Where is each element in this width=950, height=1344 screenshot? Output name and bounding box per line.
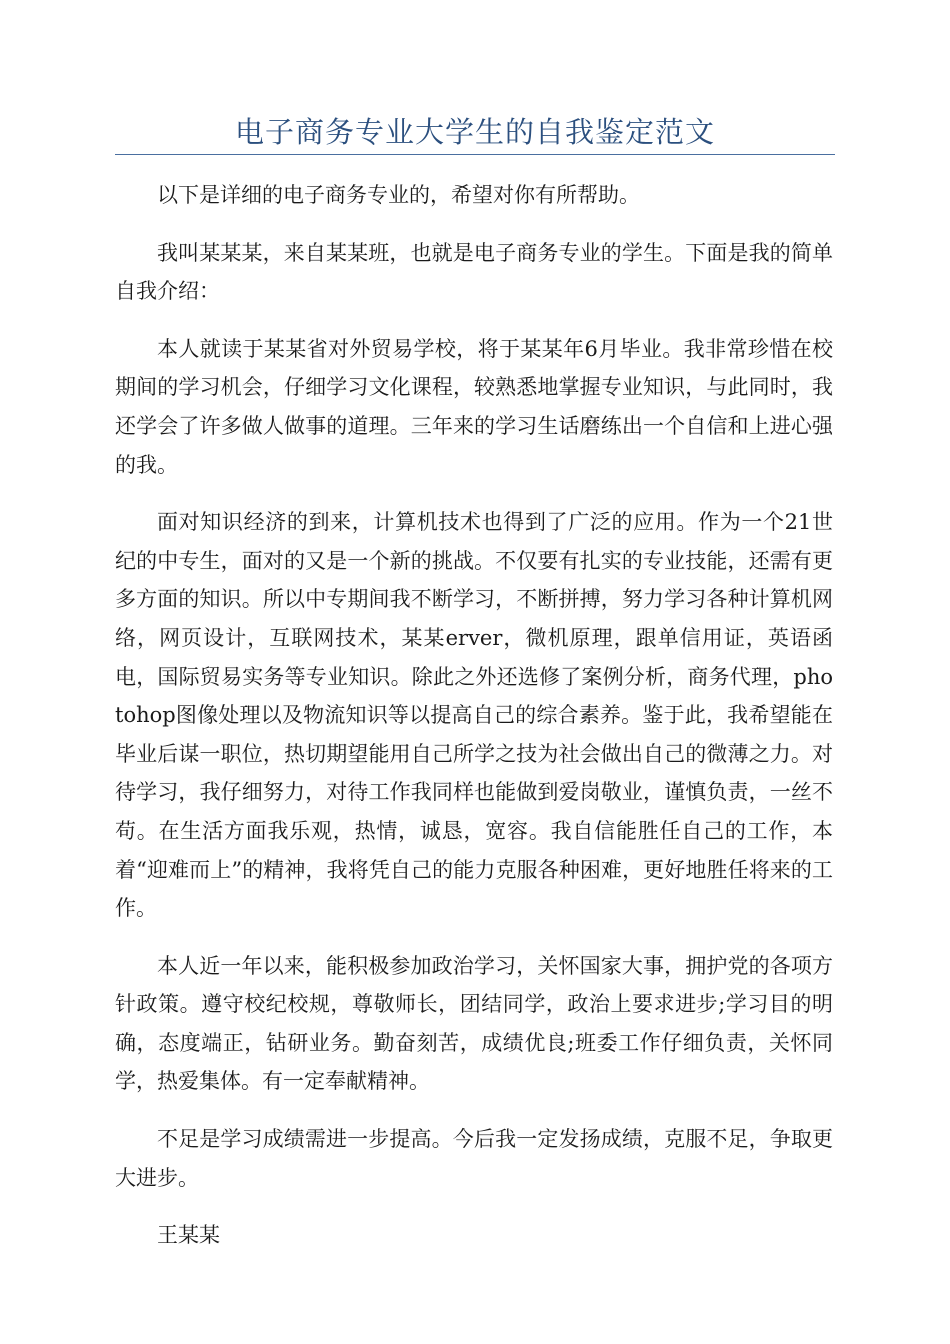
paragraph-shortcomings: 不足是学习成绩需进一步提高。今后我一定发扬成绩，克服不足，争取更大进步。 bbox=[115, 1127, 833, 1190]
signature-name: 王某某 bbox=[157, 1223, 220, 1248]
paragraph-school: 本人就读于某某省对外贸易学校，将于某某年6月毕业。我非常珍惜在校期间的学习机会，仔细学习文化课程，较熟悉地掌握专业知识，与此同时，我还学会了许多做人做事的道理。三年来的学习生话磨练出一个自信和上进心强的我。 bbox=[115, 336, 833, 477]
paragraph-skills: 面对知识经济的到来，计算机技术也得到了广泛的应用。作为一个21世纪的中专生，面对的又是一个新的挑战。不仅要有扎实的专业技能，还需有更多方面的知识。所以中专期间我不断学习，不断拼搏，努力学习各种计算机网络，网页设计，互联网技术，某某erver，微机原理，跟单信用证，英语函电，国际贸易实务等专业知识。除此之外还选修了案例分析，商务代理，photohop图像处理以及物流知识等以提高自己的综合素养。鉴于此，我希望能在毕业后谋一职位，热切期望能用自己所学之技为社会做出自己的微薄之力。对待学习，我仔细努力，对待工作我同样也能做到爱岗敬业，谨慎负责，一丝不苟。在生活方面我乐观，热情，诚恳，宽容。我自信能胜任自己的工作，本着“迎难而上”的精神，我将凭自己的能力克服各种困难，更好地胜任将来的工作。 bbox=[115, 510, 833, 921]
paragraph-self-introduction: 我叫某某某，来自某某班，也就是电子商务专业的学生。下面是我的简单自我介绍： bbox=[115, 240, 833, 304]
document-title: 电子商务专业大学生的自我鉴定范文 bbox=[234, 115, 715, 149]
title-underline bbox=[115, 154, 835, 155]
paragraph-intro: 以下是详细的电子商务专业的，希望对你有所帮助。 bbox=[157, 183, 640, 207]
document-body bbox=[115, 176, 833, 1274]
paragraph-politics: 本人近一年以来，能积极参加政治学习，关怀国家大事，拥护党的各项方针政策。遵守校纪校规，尊敬师长，团结同学，政治上要求进步;学习目的明确，态度端正，钻研业务。勤奋刻苦，成绩优良;班委工作仔细负责，关怀同学，热爱集体。有一定奉献精神。 bbox=[115, 953, 833, 1094]
